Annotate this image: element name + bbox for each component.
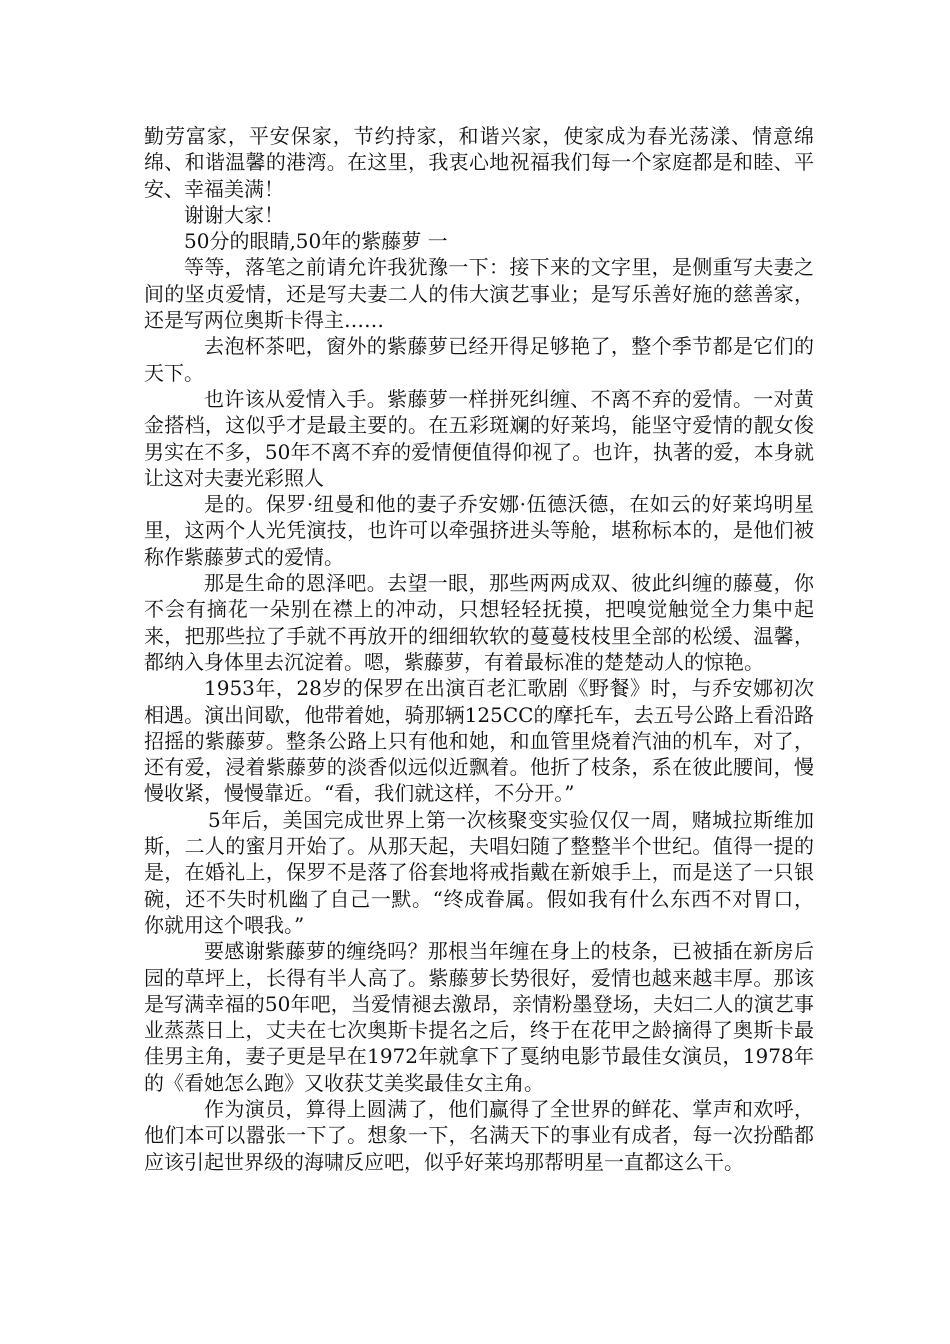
paragraph-fifty-years: 要感谢紫藤萝的缠绕吗？那根当年缠在身上的枝条，已被插在新房后园的草坪上，长得有半人高了。紫藤萝长势很好，爱情也越来越丰厚。那该是写满幸福的50年吧，当爱情褪去激昂，亲情粉墨登场，夫妇二人的演艺事业蒸蒸日上，丈夫在七次奥斯卡提名之后，终于在花甲之龄摘得了奥斯卡最佳男主角，妻子更是早在1972年就拿下了戛纳电影节最佳女演员，1978年的《看她怎么跑》又收获艾美奖最佳女主角。 xyxy=(144,939,814,1095)
paragraph-honeymoon: 5年后，美国完成世界上第一次核聚变实验仅仅一周，赌城拉斯维加斯，二人的蜜月开始了。从那天起，夫唱妇随了整整半个世纪。值得一提的是，在婚礼上，保罗不是落了俗套地将戒指戴在新娘手上，而是送了一只银碗，还不失时机幽了自己一默。“终成眷属。假如我有什么东西不对胃口，你就用这个喂我。” xyxy=(144,807,814,937)
paragraph-1953: 1953年，28岁的保罗在出演百老汇歌剧《野餐》时，与乔安娜初次相遇。演出间歇，他带着她，骑那辆125CC的摩托车，去五号公路上看沿路招摇的紫藤萝。整条公路上只有他和她，和血管里烧着汽油的机车，对了，还有爱，浸着紫藤萝的淡香似远似近飘着。他折了枝条，系在彼此腰间，慢慢收紧，慢慢靠近。“看，我们就这样，不分开。” xyxy=(144,676,814,806)
paragraph-vines: 那是生命的恩泽吧。去望一眼，那些两两成双、彼此纠缠的藤蔓，你不会有摘花一朵别在襟上的冲动，只想轻轻抚摸，把嗅觉触觉全力集中起来，把那些拉了手就不再放开的细细软软的蔓蔓枝枝里全部的松缓、温馨，都纳入身体里去沉淀着。嗯，紫藤萝，有着最标准的楚楚动人的惊艳。 xyxy=(144,571,814,674)
article-title: 50分的眼睛,50年的紫藤萝 一 xyxy=(184,229,448,254)
paragraph-tea: 去泡杯茶吧，窗外的紫藤萝已经开得足够艳了，整个季节都是它们的天下。 xyxy=(144,334,814,385)
paragraph-thanks: 谢谢大家！ xyxy=(184,202,284,227)
document-body xyxy=(144,123,814,1175)
paragraph-love: 也许该从爱情入手。紫藤萝一样拼死纠缠、不离不弃的爱情。一对黄金搭档，这似乎才是最主要的。在五彩斑斓的好莱坞，能坚守爱情的靓女俊男实在不多，50年不离不弃的爱情便值得仰视了。也许，执著的爱，本身就让这对夫妻光彩照人 xyxy=(144,386,814,490)
paragraph-actors: 作为演员，算得上圆满了，他们赢得了全世界的鲜花、掌声和欢呼，他们本可以嚣张一下了。想象一下，名满天下的事业有成者，每一次扮酷都应该引起世界级的海啸反应吧，似乎好莱坞那帮明星一直都这么干。 xyxy=(144,1096,814,1174)
paragraph-hesitation: 等等，落笔之前请允许我犹豫一下：接下来的文字里，是侧重写夫妻之间的坚贞爱情，还是写夫妻二人的伟大演艺事业；是写乐善好施的慈善家，还是写两位奥斯卡得主…… xyxy=(144,255,814,333)
paragraph-couple: 是的。保罗·纽曼和他的妻子乔安娜·伍德沃德，在如云的好莱坞明星里，这两个人光凭演技，也许可以牵强挤进头等舱，堪称标本的，是他们被称作紫藤萝式的爱情。 xyxy=(144,492,814,569)
paragraph-closing-wishes: 勤劳富家，平安保家，节约持家，和谐兴家，使家成为春光荡漾、情意绵绵、和谐温馨的港湾。在这里，我衷心地祝福我们每一个家庭都是和睦、平安、幸福美满！ xyxy=(144,124,814,201)
